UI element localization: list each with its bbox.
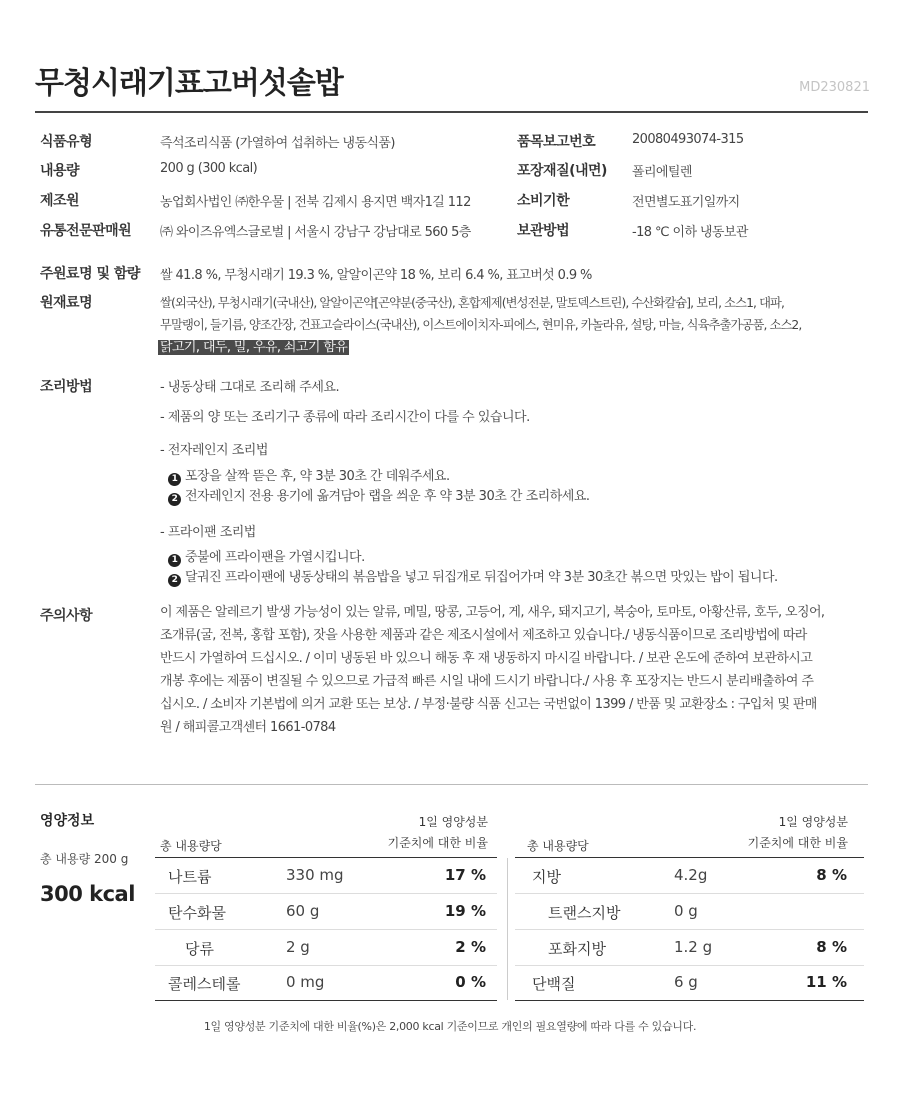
- right-per-label: 총 내용량당: [527, 839, 589, 853]
- header-divider: [35, 111, 868, 113]
- raw-ingredients-label: 원재료명: [40, 295, 93, 311]
- nutrient-name-protein: 단백질: [532, 975, 576, 993]
- step-number-icon: 2: [168, 493, 181, 506]
- caution-line: 이 제품은 알레르기 발생 가능성이 있는 알류, 메밀, 땅콩, 고등어, 게, 새우, 돼지고기, 복숭아, 토마토, 아황산류, 호두, 오징어,: [160, 605, 825, 620]
- nutrient-name-sugars: 당류: [185, 940, 214, 958]
- nutrient-name-fat: 지방: [532, 868, 561, 886]
- microwave-step-2-text: 전자레인지 전용 용기에 옮겨담아 랩을 씌운 후 약 3분 30초 간 조리하세요.: [185, 489, 590, 504]
- info-value-manufacturer: 농업회사법인 ㈜한우물 | 전북 김제시 용지면 백자1길 112: [160, 195, 471, 210]
- nutrient-percent-fat: 8 %: [816, 866, 847, 884]
- nutrient-amount-sodium: 330 mg: [286, 866, 344, 884]
- step-number-icon: 1: [168, 473, 181, 486]
- nutrition-kcal: 300 kcal: [40, 882, 135, 906]
- cooking-label: 조리방법: [40, 379, 93, 395]
- caution-line: 십시오. / 소비자 기본법에 의거 교환 또는 보상. / 부정·불량 식품 신고는 국번없이 1399 / 반품 및 교환장소 : 구입처 및 판매: [160, 697, 817, 712]
- nutrient-name-saturated-fat: 포화지방: [548, 940, 606, 958]
- info-label-distributor: 유통전문판매원: [40, 223, 132, 239]
- section-divider: [35, 784, 868, 785]
- caution-line: 개봉 후에는 제품이 변질될 수 있으므로 가급적 빠른 시일 내에 드시기 바랍니다./ 사용 후 포장지는 반드시 분리배출하여 주: [160, 674, 814, 689]
- row-rule: [515, 929, 864, 930]
- right-table-top-rule: [515, 857, 864, 858]
- row-rule: [155, 929, 497, 930]
- raw-ingredients-allergy: [158, 336, 349, 355]
- nutrient-amount-fat: 4.2g: [674, 866, 708, 884]
- table-divider: [507, 858, 508, 1000]
- pan-step-2: [168, 566, 778, 587]
- info-value-distributor: ㈜ 와이즈유엑스글로벌 | 서울시 강남구 강남대로 560 5층: [160, 225, 471, 240]
- nutrient-name-cholesterol: 콜레스테롤: [168, 975, 241, 993]
- caution-line: 반드시 가열하여 드십시오. / 이미 냉동된 바 있으니 해동 후 재 냉동하지 마시길 바랍니다. / 보관 온도에 준하여 보관하시고: [160, 651, 813, 666]
- cooking-line-1: - 냉동상태 그대로 조리해 주세요.: [160, 380, 340, 395]
- nutrient-name-sodium: 나트륨: [168, 868, 212, 886]
- info-label-manufacturer: 제조원: [40, 193, 80, 209]
- info-label-report-number: 품목보고번호: [517, 134, 596, 150]
- caution-text: [160, 601, 880, 739]
- nutrient-amount-saturated-fat: 1.2 g: [674, 938, 713, 956]
- microwave-step-2: [168, 485, 590, 506]
- nutrition-title: 영양정보: [40, 813, 95, 829]
- pan-step-1: [168, 546, 365, 567]
- row-rule: [155, 965, 497, 966]
- nutrient-name-trans-fat: 트랜스지방: [548, 904, 621, 922]
- microwave-step-1-text: 포장을 살짝 뜯은 후, 약 3분 30초 간 데워주세요.: [185, 469, 450, 484]
- pan-step-1-text: 중불에 프라이팬을 가열시킵니다.: [185, 550, 365, 565]
- left-per-label: 총 내용량당: [160, 839, 222, 853]
- nutrition-footnote: 1일 영양성분 기준치에 대한 비율(%)은 2,000 kcal 기준이므로 개인의 필요열량에 따라 다를 수 있습니다.: [203, 1020, 697, 1033]
- row-rule: [155, 893, 497, 894]
- nutrient-percent-saturated-fat: 8 %: [816, 938, 847, 956]
- right-table-bottom-rule: [515, 1000, 864, 1001]
- nutrient-percent-carbohydrate: 19 %: [444, 902, 486, 920]
- nutrient-name-carbohydrate: 탄수화물: [168, 904, 226, 922]
- nutrient-amount-carbohydrate: 60 g: [286, 902, 320, 920]
- nutrient-percent-cholesterol: 0 %: [455, 973, 486, 991]
- caution-line: 조개류(굴, 전복, 홍합 포함), 잣을 사용한 제품과 같은 제조시설에서 제조하고 있습니다./ 냉동식품이므로 조리방법에 따라: [160, 628, 807, 643]
- left-table-top-rule: [155, 857, 497, 858]
- info-value-content: 200 g (300 kcal): [160, 161, 258, 176]
- microwave-step-1: [168, 465, 450, 486]
- left-dv-header: [370, 812, 488, 854]
- nutrient-percent-sodium: 17 %: [444, 866, 486, 884]
- pan-title: - 프라이팬 조리법: [160, 525, 256, 540]
- microwave-title: - 전자레인지 조리법: [160, 443, 268, 458]
- cooking-line-2: - 제품의 양 또는 조리기구 종류에 따라 조리시간이 다를 수 있습니다.: [160, 410, 530, 425]
- nutrient-amount-trans-fat: 0 g: [674, 902, 698, 920]
- pan-step-2-text: 달궈진 프라이팬에 냉동상태의 볶음밥을 넣고 뒤집개로 뒤집어가며 약 3분 30초간 볶으면 맛있는 밥이 됩니다.: [185, 570, 778, 585]
- nutrient-amount-sugars: 2 g: [286, 938, 310, 956]
- raw-ingredients-line-2: 무말랭이, 들기름, 양조간장, 건표고슬라이스(국내산), 이스트에이치자-피에스, 현미유, 카놀라유, 설탕, 마늘, 식육추출가공품, 소스2,: [160, 318, 802, 332]
- info-value-food-type: 즉석조리식품 (가열하여 섭취하는 냉동식품): [160, 136, 395, 151]
- nutrient-amount-protein: 6 g: [674, 973, 698, 991]
- dv-header-line-1: 1일 영양성분: [778, 815, 848, 829]
- info-value-packaging: 폴리에틸렌: [632, 165, 692, 180]
- info-label-expiry: 소비기한: [517, 193, 570, 209]
- row-rule: [515, 893, 864, 894]
- info-value-storage: -18 ℃ 이하 냉동보관: [632, 225, 748, 240]
- main-ingredients-value: 쌀 41.8 %, 무청시래기 19.3 %, 알알이곤약 18 %, 보리 6.4 %, 표고버섯 0.9 %: [160, 268, 592, 283]
- product-code: MD230821: [799, 80, 870, 95]
- product-title: 무청시래기표고버섯솥밥: [35, 66, 343, 101]
- info-value-report-number: 20080493074-315: [632, 132, 744, 147]
- main-ingredients-label: 주원료명 및 함량: [40, 266, 140, 282]
- info-label-food-type: 식품유형: [40, 134, 93, 150]
- step-number-icon: 2: [168, 574, 181, 587]
- dv-header-line-2: 기준치에 대한 비율: [747, 836, 848, 850]
- right-dv-header: [730, 812, 848, 854]
- nutrient-percent-protein: 11 %: [805, 973, 847, 991]
- info-label-packaging: 포장재질(내면): [517, 163, 607, 179]
- row-rule: [515, 965, 864, 966]
- dv-header-line-2: 기준치에 대한 비율: [387, 836, 488, 850]
- info-label-content: 내용량: [40, 163, 80, 179]
- step-number-icon: 1: [168, 554, 181, 567]
- caution-line: 원 / 해피콜고객센터 1661-0784: [160, 720, 336, 735]
- allergy-highlight: 닭고기, 대두, 밀, 우유, 쇠고기 함유: [160, 340, 348, 355]
- raw-ingredients-line-1: 쌀(외국산), 무청시래기(국내산), 알알이곤약[곤약분(중국산), 혼합제제(변성전분, 말토덱스트린), 수산화칼슘], 보리, 소스1, 대파,: [160, 296, 785, 310]
- dv-header-line-1: 1일 영양성분: [418, 815, 488, 829]
- nutrient-amount-cholesterol: 0 mg: [286, 973, 325, 991]
- nutrient-percent-sugars: 2 %: [455, 938, 486, 956]
- info-label-storage: 보관방법: [517, 223, 570, 239]
- nutrition-total-content: 총 내용량 200 g: [40, 852, 129, 866]
- left-table-bottom-rule: [155, 1000, 497, 1001]
- caution-label: 주의사항: [40, 608, 93, 624]
- info-value-expiry: 전면별도표기일까지: [632, 195, 740, 210]
